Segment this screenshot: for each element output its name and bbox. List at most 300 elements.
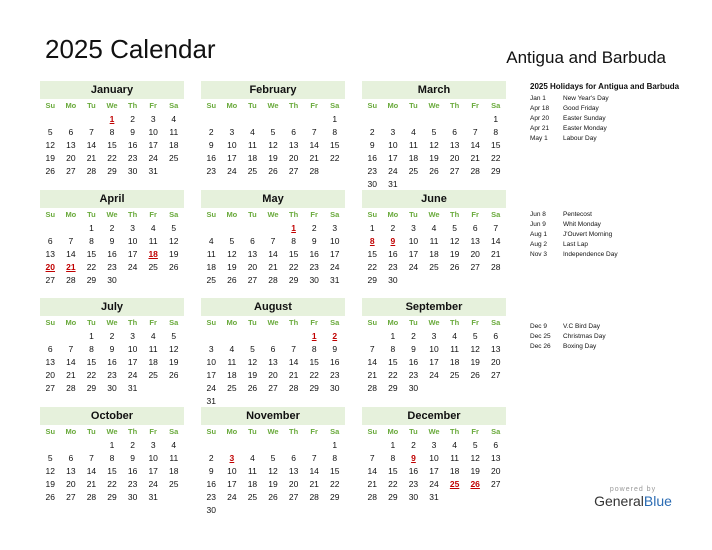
empty-day-cell [485,382,506,395]
weekday-label: Su [367,210,378,219]
day-cell: 20 [288,153,299,163]
day-cell: 13 [470,236,480,246]
holiday-row [530,240,690,250]
day-cell: 3 [150,440,156,450]
day-cell: 9 [208,140,214,150]
day-cell: 19 [45,153,56,163]
day-cell: 4 [150,223,156,233]
empty-day-cell [242,113,263,126]
day-cell: 25 [247,166,258,176]
day-cell: 13 [268,357,278,367]
empty-day-cell [201,222,222,235]
empty-day-cell [222,222,243,235]
day-cell: 18 [449,357,460,367]
day-cell: 19 [169,357,179,367]
day-cell: 13 [491,453,501,463]
holiday-name: Independence Day [563,251,618,258]
day-cell: 23 [330,370,340,380]
day-cell: 30 [408,383,419,393]
weekday-label: Th [289,318,299,327]
empty-day-cell [40,330,61,343]
weekday-label: Su [206,318,217,327]
month-june [362,190,506,287]
week-row [362,369,506,382]
weekday-label: We [267,101,279,110]
week-row [201,139,345,152]
holiday-day-cell: 2 [332,331,338,341]
weekday-label: We [106,318,118,327]
week-row [362,248,506,261]
brand-logo [588,486,678,509]
day-cell: 11 [450,344,460,354]
day-cell: 19 [268,479,278,489]
day-cell: 13 [45,249,56,259]
day-cell: 21 [66,370,76,380]
day-cell: 7 [311,453,317,463]
day-cell: 3 [150,114,156,124]
day-cell: 5 [250,344,255,354]
empty-day-cell [362,113,383,126]
day-cell: 9 [208,466,214,476]
day-cell: 29 [309,383,319,393]
day-cell: 30 [206,505,217,515]
day-cell: 10 [127,236,138,246]
month-march [362,81,506,191]
day-cell: 5 [431,127,437,137]
day-cell: 28 [86,492,97,502]
month-name: June [362,190,506,208]
weekday-label: Fr [310,427,318,436]
day-cell: 26 [247,383,258,393]
holiday-name: Easter Sunday [563,115,606,122]
day-cell: 29 [367,275,378,285]
day-cell: 22 [86,370,97,380]
week-row [201,356,345,369]
day-cell: 7 [472,127,478,137]
day-cell: 28 [470,166,480,176]
day-cell: 18 [227,370,237,380]
month-november [201,407,345,517]
day-cell: 29 [388,383,398,393]
month-name: August [201,298,345,316]
holiday-row [530,220,690,230]
weekday-label: Tu [409,210,418,219]
day-cell: 26 [268,166,278,176]
day-cell: 15 [367,249,378,259]
day-cell: 15 [107,466,117,476]
weekday-label: Mo [65,101,77,110]
day-cell: 17 [148,140,158,150]
day-cell: 23 [127,153,138,163]
day-cell: 24 [408,262,419,272]
day-cell: 18 [169,466,179,476]
day-cell: 12 [470,453,480,463]
week-row [201,248,345,261]
day-cell: 12 [45,466,56,476]
day-cell: 5 [229,236,235,246]
week-row [201,165,345,178]
week-row [40,330,184,343]
day-cell: 21 [86,153,97,163]
weekday-label: Fr [149,210,157,219]
day-cell: 28 [309,492,319,502]
week-row [201,369,345,382]
holiday-day-cell: 3 [229,453,235,463]
day-cell: 25 [449,370,460,380]
empty-day-cell [143,382,164,395]
day-cell: 2 [411,331,416,341]
week-row [362,382,506,395]
day-cell: 21 [491,249,501,259]
day-cell: 16 [206,479,217,489]
day-cell: 24 [330,262,340,272]
weekday-label: Su [45,210,56,219]
day-cell: 19 [45,479,56,489]
day-cell: 13 [247,249,258,259]
day-cell: 1 [89,331,94,341]
holiday-row [530,230,690,240]
weekday-label: Su [367,101,378,110]
day-cell: 10 [206,357,217,367]
day-cell: 26 [169,370,179,380]
day-cell: 10 [388,140,398,150]
holiday-list-q3 [530,322,690,352]
weekday-label: We [106,101,118,110]
holiday-name: Christmas Day [563,333,606,340]
day-cell: 10 [148,127,158,137]
day-cell: 13 [45,357,56,367]
holiday-row [530,134,690,144]
day-cell: 1 [390,331,396,341]
day-cell: 2 [130,114,135,124]
day-cell: 21 [367,370,378,380]
weekday-label: Sa [330,101,340,110]
empty-day-cell [424,113,445,126]
day-cell: 6 [68,453,74,463]
weekday-label: Mo [387,427,399,436]
holiday-rows [530,322,690,352]
empty-day-cell [465,113,486,126]
day-cell: 19 [268,153,278,163]
day-cell: 1 [369,223,375,233]
weekday-label: We [428,427,440,436]
day-cell: 19 [470,466,480,476]
day-cell: 23 [408,479,419,489]
empty-day-cell [163,491,184,504]
weekday-header [362,99,506,113]
day-cell: 2 [208,127,214,137]
day-cell: 27 [491,479,501,489]
day-cell: 31 [148,492,158,502]
month-name: May [201,190,345,208]
day-cell: 5 [270,127,276,137]
day-cell: 20 [268,370,278,380]
weekday-label: Tu [87,210,96,219]
day-cell: 14 [491,236,501,246]
day-cell: 9 [332,344,338,354]
weekday-label: Su [45,101,56,110]
day-cell: 30 [107,275,117,285]
weekday-label: Mo [387,318,399,327]
weekday-label: Mo [226,101,238,110]
day-cell: 12 [227,249,237,259]
day-cell: 15 [86,249,97,259]
day-cell: 14 [66,357,76,367]
country-name: Antigua and Barbuda [506,48,666,67]
day-cell: 8 [390,344,396,354]
day-cell: 4 [250,453,255,463]
day-cell: 6 [47,236,53,246]
holiday-name: Pentecost [563,211,592,218]
empty-day-cell [61,222,82,235]
day-cell: 6 [291,127,296,137]
empty-day-cell [201,113,222,126]
brand-name [588,493,678,509]
day-cell: 27 [45,275,56,285]
empty-day-cell [201,330,222,343]
empty-day-cell [222,113,243,126]
weekday-header [40,208,184,222]
holiday-date: Dec 26 [530,343,551,350]
day-cell: 11 [148,344,158,354]
day-cell: 28 [86,166,97,176]
week-row [201,465,345,478]
brand-general: General [594,493,644,509]
holiday-name: Good Friday [563,105,599,112]
week-row [201,452,345,465]
day-cell: 20 [247,262,258,272]
month-name: January [40,81,184,99]
holiday-date: Aug 1 [530,231,547,238]
day-cell: 5 [270,453,276,463]
day-cell: 28 [491,262,501,272]
empty-day-cell [283,439,304,452]
day-cell: 23 [309,262,319,272]
empty-day-cell [485,491,506,504]
day-cell: 1 [390,440,396,450]
weekday-label: Fr [471,427,479,436]
empty-day-cell [263,504,284,517]
week-row [201,504,345,517]
weekday-label: Tu [409,318,418,327]
day-cell: 3 [431,440,437,450]
day-cell: 24 [227,166,237,176]
day-cell: 14 [268,249,278,259]
holiday-list-title: 2025 Holidays for Antigua and Barbuda [530,82,680,91]
week-row [40,274,184,287]
day-cell: 26 [429,166,439,176]
empty-day-cell [61,330,82,343]
day-cell: 4 [250,127,255,137]
holiday-list-q1 [530,82,690,144]
holiday-day-cell: 26 [470,479,480,489]
day-cell: 11 [248,466,257,476]
day-cell: 12 [449,236,460,246]
day-cell: 14 [86,466,97,476]
day-cell: 10 [148,453,158,463]
day-cell: 4 [171,114,177,124]
week-row [201,235,345,248]
weekday-label: Tu [248,210,257,219]
day-cell: 23 [127,479,138,489]
weekday-header [201,316,345,330]
week-row [40,165,184,178]
month-december [362,407,506,504]
holiday-name: Easter Monday [563,125,607,132]
holiday-row [530,322,690,332]
day-cell: 1 [493,114,499,124]
empty-day-cell [222,504,243,517]
weekday-label: Su [45,427,56,436]
weekday-header [201,99,345,113]
day-cell: 11 [227,357,237,367]
day-cell: 5 [171,223,177,233]
day-cell: 7 [89,453,94,463]
weekday-label: Tu [409,101,418,110]
day-cell: 24 [227,492,237,502]
weekday-label: Su [206,210,217,219]
day-cell: 17 [227,153,237,163]
day-cell: 16 [127,466,138,476]
weekday-label: Tu [409,427,418,436]
day-cell: 26 [227,275,237,285]
weekday-header [362,316,506,330]
weekday-label: We [106,210,118,219]
day-cell: 6 [493,331,499,341]
day-cell: 15 [330,140,340,150]
day-cell: 16 [388,249,398,259]
week-row [201,330,345,343]
day-cell: 14 [367,466,378,476]
day-cell: 12 [169,236,179,246]
week-row [201,439,345,452]
month-july [40,298,184,395]
day-cell: 11 [450,453,460,463]
day-cell: 17 [127,249,138,259]
empty-day-cell [424,382,445,395]
holiday-day-cell: 9 [390,236,396,246]
day-cell: 20 [66,479,76,489]
day-cell: 6 [452,127,457,137]
holiday-row [530,210,690,220]
day-cell: 18 [206,262,217,272]
day-cell: 23 [206,166,217,176]
weekday-label: Th [289,101,299,110]
holiday-date: Dec 9 [530,323,547,330]
weekday-label: Th [128,210,138,219]
day-cell: 28 [268,275,278,285]
day-cell: 3 [431,331,437,341]
day-cell: 22 [107,479,117,489]
day-cell: 6 [47,344,53,354]
day-cell: 30 [388,275,398,285]
day-cell: 19 [247,370,258,380]
day-cell: 4 [452,331,457,341]
day-cell: 8 [332,453,338,463]
empty-day-cell [424,274,445,287]
weekday-header [40,99,184,113]
weekday-header [40,425,184,439]
day-cell: 3 [390,127,396,137]
day-cell: 9 [311,236,317,246]
day-cell: 2 [411,440,416,450]
day-cell: 15 [491,140,501,150]
day-cell: 5 [472,331,478,341]
weekday-label: Fr [149,427,157,436]
holiday-name: Last Lap [563,241,588,248]
day-cell: 24 [127,262,138,272]
day-cell: 10 [127,344,138,354]
day-cell: 20 [288,479,299,489]
day-cell: 25 [206,275,217,285]
day-cell: 6 [68,127,74,137]
holiday-day-cell: 20 [45,262,56,272]
day-cell: 21 [288,370,299,380]
day-cell: 2 [390,223,396,233]
day-cell: 5 [47,453,53,463]
weekday-label: Th [289,427,299,436]
day-cell: 21 [268,262,278,272]
empty-day-cell [465,491,486,504]
day-cell: 3 [130,331,135,341]
empty-day-cell [444,113,465,126]
day-cell: 22 [330,153,340,163]
weekday-label: We [267,427,279,436]
day-cell: 22 [388,370,398,380]
empty-day-cell [304,504,325,517]
day-cell: 18 [148,357,158,367]
day-cell: 10 [330,236,340,246]
empty-day-cell [444,382,465,395]
day-cell: 16 [408,466,419,476]
day-cell: 4 [431,223,437,233]
week-row [40,126,184,139]
day-cell: 18 [449,466,460,476]
day-cell: 23 [206,492,217,502]
day-cell: 28 [367,383,378,393]
day-cell: 11 [148,236,158,246]
day-cell: 7 [270,236,276,246]
day-cell: 11 [409,140,418,150]
holiday-rows [530,94,690,144]
week-row [201,478,345,491]
weekday-label: We [106,427,118,436]
empty-day-cell [304,113,325,126]
empty-day-cell [283,330,304,343]
weekday-label: Th [128,101,138,110]
day-cell: 31 [388,179,398,189]
weekday-label: Sa [491,101,501,110]
day-cell: 5 [47,127,53,137]
empty-day-cell [444,491,465,504]
day-cell: 30 [309,275,319,285]
week-row [40,491,184,504]
day-cell: 16 [330,357,340,367]
weekday-header [201,208,345,222]
weekday-label: Sa [330,210,340,219]
day-cell: 16 [107,357,117,367]
week-row [201,491,345,504]
weekday-label: Mo [387,101,399,110]
day-cell: 29 [491,166,501,176]
day-cell: 16 [127,140,138,150]
empty-day-cell [283,504,304,517]
day-cell: 11 [248,140,257,150]
day-cell: 20 [66,153,76,163]
day-cell: 23 [388,262,398,272]
day-cell: 6 [250,236,255,246]
weekday-label: Fr [471,210,479,219]
